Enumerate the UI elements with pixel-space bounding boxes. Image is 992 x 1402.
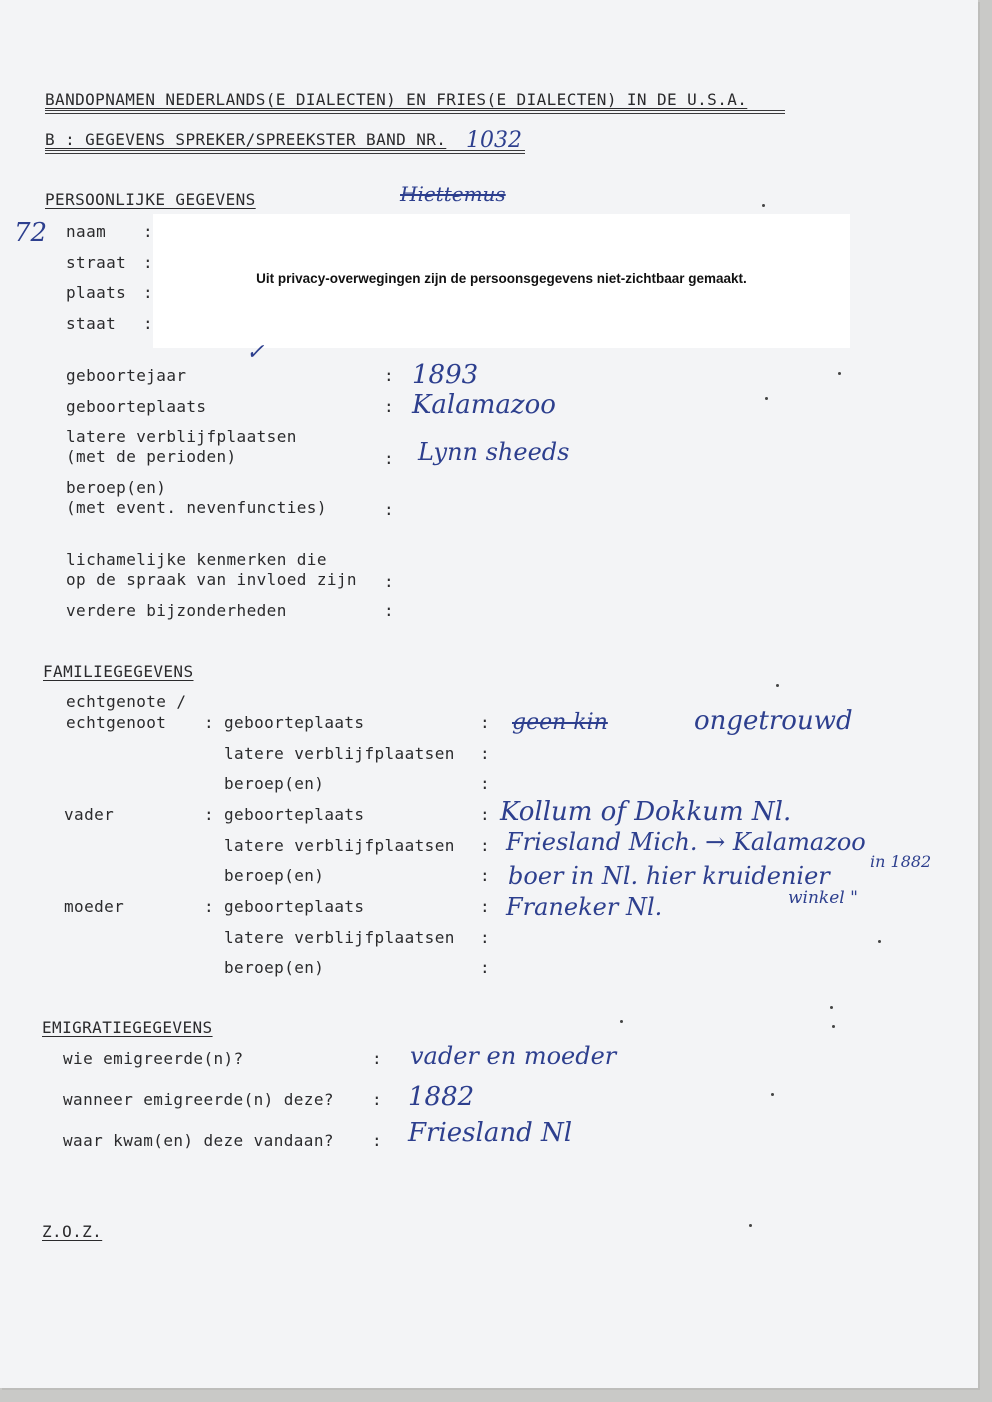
- father-verblijf-note: in 1882: [870, 852, 932, 871]
- colon: :: [204, 897, 215, 916]
- label-father-verblijf: latere verblijfplaatsen: [224, 836, 455, 855]
- label-mother-beroep: beroep(en): [224, 958, 325, 977]
- label-nevenfuncties: (met event. nevenfuncties): [66, 498, 327, 517]
- answer-waar-vandaan: Friesland Nl: [408, 1118, 573, 1148]
- label-moeder: moeder: [64, 897, 125, 916]
- question-wie-emigreerde: wie emigreerde(n)?: [63, 1049, 244, 1068]
- colon: :: [143, 283, 154, 302]
- colon: :: [143, 253, 154, 272]
- colon: :: [480, 897, 491, 916]
- label-vader: vader: [64, 805, 115, 824]
- colon: :: [143, 222, 154, 241]
- label-mother-verblijf: latere verblijfplaatsen: [224, 928, 455, 947]
- colon: :: [480, 774, 491, 793]
- label-father-geboorteplaats: geboorteplaats: [224, 805, 365, 824]
- colon: :: [480, 744, 491, 763]
- value-geboortejaar: 1893: [412, 360, 479, 390]
- label-spouse-verblijf: latere verblijfplaatsen: [224, 744, 455, 763]
- colon: :: [480, 928, 491, 947]
- colon: :: [384, 601, 395, 620]
- label-echtgenote: echtgenote /: [66, 692, 187, 711]
- label-beroep: beroep(en): [66, 478, 167, 497]
- father-beroep-note: winkel ": [788, 888, 858, 908]
- label-verblijf-perioden: (met de perioden): [66, 447, 237, 466]
- question-waar-vandaan: waar kwam(en) deze vandaan?: [63, 1131, 334, 1150]
- label-mother-geboorteplaats: geboorteplaats: [224, 897, 365, 916]
- paper-speck: [838, 372, 841, 375]
- section-familiegegevens: FAMILIEGEGEVENS: [43, 662, 194, 681]
- colon: :: [204, 713, 215, 732]
- struck-handwriting: Hiettemus: [400, 182, 506, 206]
- paper-speck: [776, 684, 779, 687]
- label-bijzonderheden: verdere bijzonderheden: [66, 601, 287, 620]
- privacy-notice: Uit privacy-overwegingen zijn de persoonsgegevens niet-zichtbaar gemaakt.: [256, 271, 747, 286]
- colon: :: [384, 572, 395, 591]
- colon: :: [384, 449, 395, 468]
- answer-wie-emigreerde: vader en moeder: [410, 1042, 617, 1070]
- label-geboortejaar: geboortejaar: [66, 366, 187, 385]
- checkmark-icon: ✓: [246, 340, 265, 365]
- value-verblijfplaatsen: Lynn sheeds: [418, 438, 570, 466]
- value-father-beroep: boer in Nl. hier kruidenier: [508, 862, 830, 890]
- footer-zoz: Z.O.Z.: [42, 1222, 103, 1241]
- colon: :: [384, 397, 395, 416]
- label-echtgenoot: echtgenoot: [66, 713, 167, 732]
- paper-speck: [749, 1224, 752, 1227]
- label-kenmerken-spraak: op de spraak van invloed zijn: [66, 570, 357, 589]
- paper-speck: [832, 1025, 835, 1028]
- colon: :: [384, 500, 395, 519]
- spouse-struck-value: geen kin: [512, 710, 608, 735]
- colon: :: [384, 366, 395, 385]
- value-father-verblijf: Friesland Mich. → Kalamazoo: [506, 828, 866, 856]
- section-emigratiegegevens: EMIGRATIEGEGEVENS: [42, 1018, 213, 1037]
- colon: :: [204, 805, 215, 824]
- paper-speck: [762, 204, 765, 207]
- colon: :: [480, 866, 491, 885]
- section-persoonlijke-gegevens: PERSOONLIJKE GEGEVENS: [45, 190, 256, 209]
- privacy-redaction-box: [153, 214, 850, 348]
- label-verblijfplaatsen: latere verblijfplaatsen: [66, 427, 297, 446]
- label-kenmerken: lichamelijke kenmerken die: [66, 550, 327, 569]
- value-mother-geboorteplaats: Franeker Nl.: [506, 893, 663, 921]
- label-naam: naam: [66, 222, 107, 241]
- value-spouse-status: ongetrouwd: [694, 706, 853, 736]
- subtitle-double-rule: [45, 150, 525, 154]
- title-double-rule: [45, 110, 785, 114]
- paper-speck: [765, 397, 768, 400]
- colon: :: [372, 1049, 383, 1068]
- margin-number: 72: [14, 218, 48, 248]
- value-geboorteplaats: Kalamazoo: [412, 390, 556, 420]
- label-straat: straat: [66, 253, 127, 272]
- colon: :: [480, 836, 491, 855]
- paper-speck: [878, 940, 881, 943]
- band-number: 1032: [466, 128, 522, 153]
- label-geboorteplaats: geboorteplaats: [66, 397, 207, 416]
- colon: :: [480, 805, 491, 824]
- paper-speck: [830, 1006, 833, 1009]
- answer-wanneer: 1882: [408, 1082, 475, 1112]
- colon: :: [480, 958, 491, 977]
- value-father-geboorteplaats: Kollum of Dokkum Nl.: [500, 797, 792, 827]
- colon: :: [372, 1131, 383, 1150]
- paper-speck: [771, 1093, 774, 1096]
- label-plaats: plaats: [66, 283, 127, 302]
- label-spouse-beroep: beroep(en): [224, 774, 325, 793]
- label-staat: staat: [66, 314, 117, 333]
- colon: :: [372, 1090, 383, 1109]
- form-title: BANDOPNAMEN NEDERLANDS(E DIALECTEN) EN FRIES(E DIALECTEN) IN DE U.S.A.: [45, 90, 748, 109]
- colon: :: [480, 713, 491, 732]
- form-subtitle: B : GEGEVENS SPREKER/SPREEKSTER BAND NR.: [45, 130, 447, 149]
- colon: :: [143, 314, 154, 333]
- question-wanneer: wanneer emigreerde(n) deze?: [63, 1090, 334, 1109]
- label-father-beroep: beroep(en): [224, 866, 325, 885]
- paper-speck: [620, 1020, 623, 1023]
- label-spouse-geboorteplaats: geboorteplaats: [224, 713, 365, 732]
